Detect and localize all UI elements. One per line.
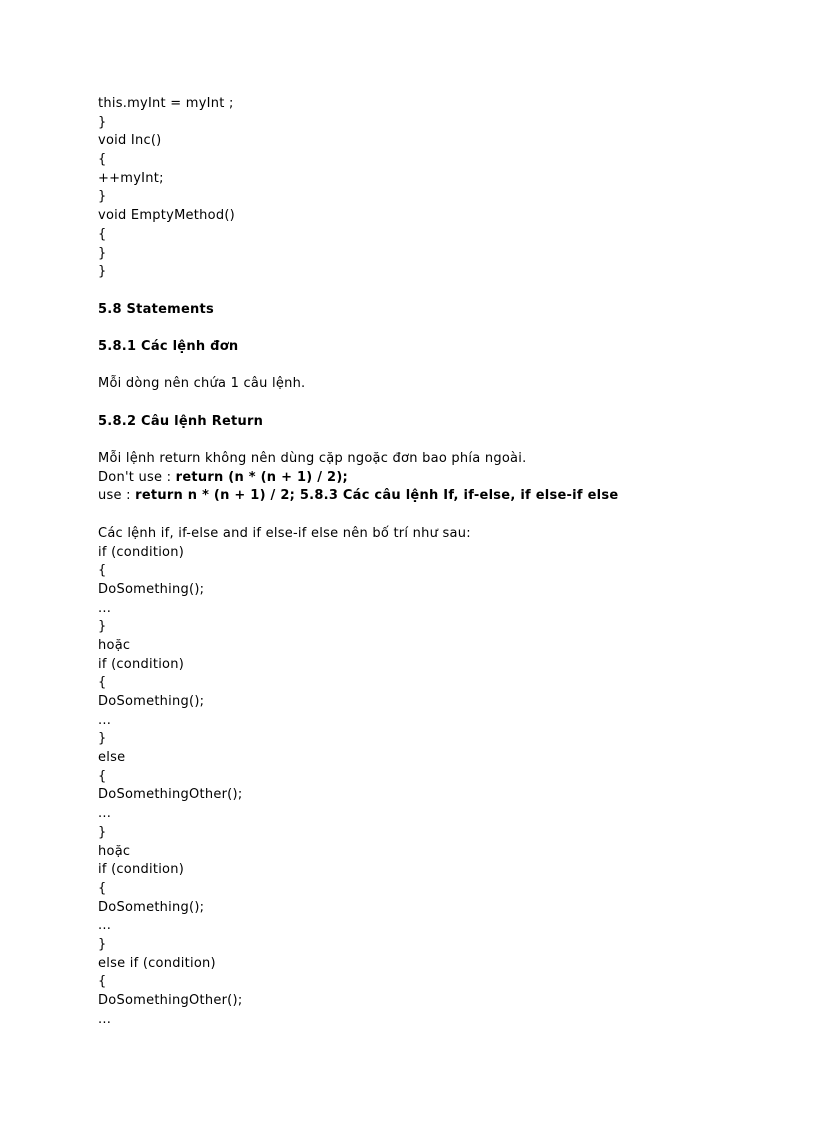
code-line: DoSomething(); — [98, 694, 205, 709]
code-line: else — [98, 750, 126, 766]
code-line: } — [98, 189, 107, 205]
use-label: use : — [98, 488, 136, 504]
code-block-if — [98, 544, 738, 1030]
heading-5-8: 5.8 Statements — [98, 301, 215, 317]
code-line: hoặc — [98, 637, 131, 653]
code-line: else if (condition) — [98, 955, 216, 971]
code-line: { — [98, 563, 107, 579]
code-line: ... — [98, 918, 112, 934]
paragraph-single-statement: Mỗi dòng nên chứa 1 câu lệnh. — [98, 376, 306, 392]
code-line: ... — [98, 712, 112, 728]
code-line: } — [98, 936, 107, 952]
dont-use-label: Don't use : — [98, 469, 176, 485]
code-line: } — [98, 619, 107, 635]
dont-use-code: return (n * (n + 1) / 2); — [175, 469, 348, 485]
code-line: DoSomething(); — [98, 581, 205, 597]
code-line: void Inc() — [98, 133, 162, 149]
code-line: } — [98, 824, 107, 840]
code-line: { — [98, 880, 107, 896]
code-line: void EmptyMethod() — [98, 208, 235, 224]
dont-use-line — [98, 469, 738, 488]
code-line: { — [98, 675, 107, 691]
code-line: if (condition) — [98, 656, 185, 672]
code-line: if (condition) — [98, 544, 185, 560]
code-line: { — [98, 226, 107, 242]
code-line: { — [98, 768, 107, 784]
code-block-top — [98, 95, 738, 282]
code-line: } — [98, 264, 107, 280]
heading-5-8-2: 5.8.2 Câu lệnh Return — [98, 413, 264, 429]
code-line: if (condition) — [98, 862, 185, 878]
use-line — [98, 487, 738, 506]
code-line: ++myInt; — [98, 170, 164, 186]
code-line: ... — [98, 806, 112, 822]
code-line: DoSomething(); — [98, 899, 205, 915]
code-line: this.myInt = myInt ; — [98, 96, 234, 111]
code-line: { — [98, 974, 107, 990]
document-content — [98, 95, 738, 1029]
code-line: } — [98, 245, 107, 261]
code-line: hoặc — [98, 843, 131, 859]
code-line: ... — [98, 600, 112, 616]
paragraph-return: Mỗi lệnh return không nên dùng cặp ngoặc đơn bao phía ngoài. — [98, 451, 527, 467]
heading-5-8-1: 5.8.1 Các lệnh đơn — [98, 338, 239, 354]
code-line: DoSomethingOther(); — [98, 787, 243, 803]
code-line: DoSomethingOther(); — [98, 993, 243, 1008]
code-line: { — [98, 152, 107, 168]
use-code: return n * (n + 1) / 2; 5.8.3 Các câu lệnh If, if-else, if else-if else — [135, 488, 619, 504]
code-line: } — [98, 731, 107, 747]
code-line: ... — [98, 1011, 112, 1027]
paragraph-if-intro: Các lệnh if, if-else and if else-if else nên bố trí như sau: — [98, 525, 471, 541]
code-line: } — [98, 114, 107, 130]
